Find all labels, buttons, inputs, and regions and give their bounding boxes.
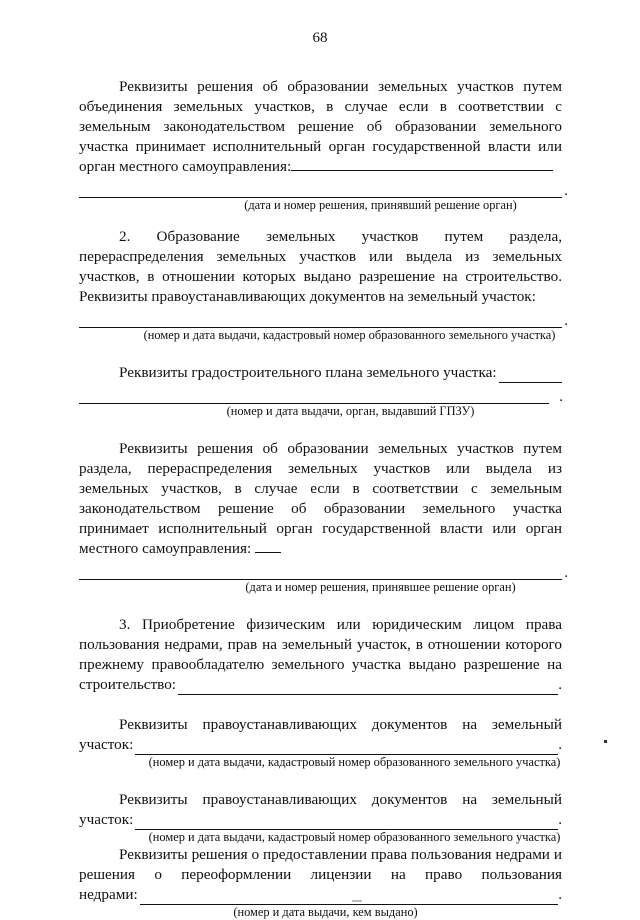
section-8-last-word: недрами: xyxy=(79,886,138,903)
section-8-caption: (номер и дата выдачи, кем выдано) xyxy=(233,905,418,919)
section-1-paragraph: Реквизиты решения об образовании земельных участков путем объединения земельных участков, в случае если в соответствии с земельным законодательством решение об образовании земельного участка принимает исполнительный орган государственной власти или орган местного самоуправления: xyxy=(79,78,562,175)
page-number: 68 xyxy=(312,30,328,46)
section-4-caption: (дата и номер решения, принявшее решение орган) xyxy=(245,580,516,594)
section-2-caption: (номер и дата выдачи, кадастровый номер образованного земельного участка) xyxy=(143,328,556,342)
section-6-last-word: участок: xyxy=(79,736,134,753)
section-3-caption: (номер и дата выдачи, орган, выдавший ГПЗУ) xyxy=(226,404,475,418)
section-5-text: 3. Приобретение физическим или юридическим лицом права пользования недрами, прав на земельный участок, в отношении которого прежнему правообладателю земельного участка выдано разрешение на xyxy=(79,616,562,673)
section-6-inline-blank xyxy=(135,740,558,755)
section-6-caption: (номер и дата выдачи, кадастровый номер образованного земельного участка) xyxy=(148,755,561,769)
section-3-inline-blank xyxy=(499,368,562,383)
section-7-last-word: участок: xyxy=(79,811,134,828)
section-4-blank-line: . xyxy=(79,579,562,580)
scan-speck xyxy=(604,740,607,743)
section-4-inline-blank xyxy=(255,539,281,553)
section-5-last-word: строительство: xyxy=(79,676,177,693)
section-3-text: Реквизиты градостроительного плана земельного участка: xyxy=(119,364,497,381)
section-7-text: Реквизиты правоустанавливающих документов на земельный xyxy=(119,791,562,808)
section-1-blank-line: . xyxy=(79,197,562,198)
section-4-text xyxy=(79,439,562,559)
section-3-blank-line: . xyxy=(79,403,549,404)
section-6-row: участок: . xyxy=(79,736,562,753)
section-8-inline-blank xyxy=(140,890,559,905)
section-7-inline-blank xyxy=(135,815,558,830)
scan-edge-mark xyxy=(352,900,362,902)
section-4-paragraph: Реквизиты решения об образовании земельных участков путем раздела, перераспределения земельных участков или выдела из земельных участков, в случае если в соответствии с земельным законодательством решение об образовании земельного участка принимает исполнительный орган государственной власти или орган местного самоуправления: xyxy=(79,440,562,557)
document-body xyxy=(79,77,568,920)
section-8-text: Реквизиты решения о предоставлении права пользования недрами и решения о переоформлении лицензии на право пользования xyxy=(79,846,562,883)
section-8-row: недрами: . xyxy=(79,886,562,903)
section-1-text xyxy=(79,77,562,177)
section-1-caption: (дата и номер решения, принявший решение орган) xyxy=(244,198,517,212)
section-3-row xyxy=(79,363,562,383)
section-2-text: 2. Образование земельных участков путем раздела, перераспределения земельных участков или выдела из земельных участков, в отношении которых выдано разрешение на строительство. Реквизиты правоустанавливающих документов на земельный участок: xyxy=(79,228,562,305)
section-1-inline-blank xyxy=(291,157,553,171)
section-6-text: Реквизиты правоустанавливающих документов на земельный xyxy=(119,716,562,733)
section-2-blank-line: . xyxy=(79,327,562,328)
section-5-inline-blank xyxy=(178,680,558,695)
section-7-row: участок: . xyxy=(79,811,562,828)
section-5-row: строительство: . xyxy=(79,676,562,693)
section-7-caption: (номер и дата выдачи, кадастровый номер образованного земельного участка) xyxy=(148,830,561,844)
